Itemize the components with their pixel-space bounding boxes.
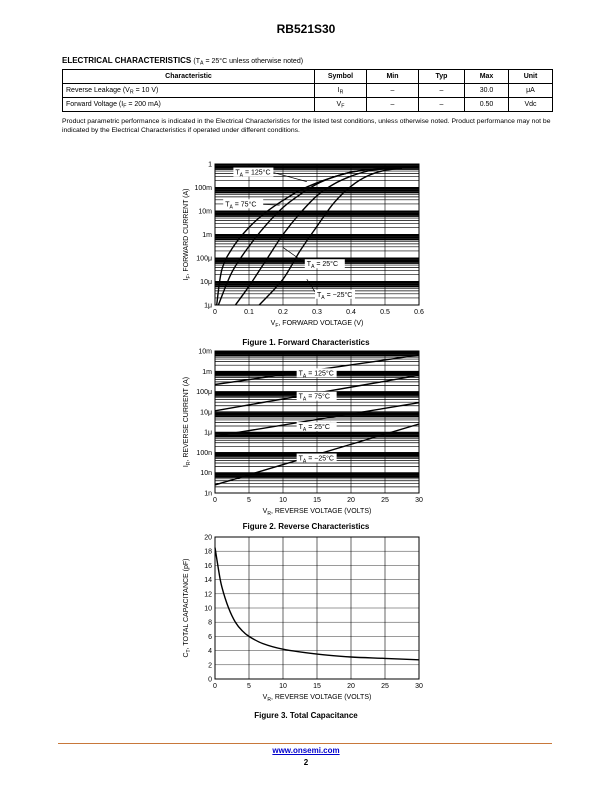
label-rest: , REVERSE VOLTAGE (VOLTS) <box>270 508 372 515</box>
figure-2-caption: Figure 2. Reverse Characteristics <box>242 522 370 531</box>
label-sub: A <box>302 373 307 380</box>
x-tick-label: 0 <box>213 497 217 504</box>
unit-cell: Vdc <box>509 98 553 112</box>
label-main: V <box>270 320 276 327</box>
x-tick-label: 20 <box>347 683 355 690</box>
label-main: T <box>298 370 303 378</box>
label-rest: = 75°C <box>232 201 257 209</box>
label-rest: = −25°C <box>306 455 334 463</box>
section-condition: ($T_A = 25^\circ C$ unless otherwise noted) <box>193 58 304 67</box>
y-tick-label: 1μ <box>204 429 212 437</box>
y-tick-label: 1m <box>202 368 212 376</box>
col-header: Min <box>367 70 419 84</box>
label-rest: = −25°C <box>324 291 353 299</box>
label-sub: T <box>186 649 192 653</box>
x-tick-label: 0.1 <box>244 309 254 316</box>
y-tick-label: 10μ <box>200 279 212 286</box>
label-main: V <box>262 508 268 515</box>
y-tick-label: 100μ <box>196 255 212 263</box>
col-header: Characteristic <box>63 70 315 84</box>
x-tick-label: 30 <box>415 683 423 690</box>
label-main: I <box>183 465 190 468</box>
y-tick-label: 1m <box>202 232 212 239</box>
page-header-part-number: RB521S30 <box>276 22 336 36</box>
label-sub: A <box>239 172 244 179</box>
y-axis-label <box>183 189 192 281</box>
symbol-cell: $V_F$ <box>315 98 367 112</box>
label-main: C <box>183 652 190 658</box>
max-cell: 0.50 <box>465 98 509 112</box>
characteristic-cell: Forward Voltage ($I_F = 200$ mA) <box>63 98 315 112</box>
label-sub: A <box>302 427 307 434</box>
y-tick-label: 100n <box>196 449 212 457</box>
col-header: Typ <box>419 70 465 84</box>
x-tick-label: 15 <box>313 497 321 504</box>
label-main: T <box>225 201 230 209</box>
label-rest: = 125°C <box>306 370 334 378</box>
label-sub: A <box>311 264 315 271</box>
x-tick-label: 0.4 <box>346 309 356 316</box>
y-tick-label: 20 <box>204 534 212 542</box>
y-tick-label: 4 <box>208 648 212 656</box>
y-tick-label: 14 <box>204 577 212 585</box>
x-tick-label: 25 <box>381 683 389 690</box>
y-tick-label: 6 <box>208 633 212 641</box>
label-main: T <box>298 393 303 401</box>
forward-characteristics-chart <box>183 162 424 330</box>
total-capacitance-chart <box>183 535 423 704</box>
col-header: Max <box>465 70 509 84</box>
label-rest: = 75°C <box>306 393 330 401</box>
x-tick-label: 20 <box>347 497 355 504</box>
label-sub: R <box>186 461 192 466</box>
figure-3-caption: Figure 3. Total Capacitance <box>254 711 358 720</box>
label-sub: A <box>229 204 233 211</box>
label-sub: R <box>267 697 271 703</box>
label-rest: , REVERSE VOLTAGE (VOLTS) <box>270 694 372 701</box>
label-rest: = 25°C <box>314 261 339 269</box>
label-main: T <box>235 169 240 177</box>
y-tick-label: 10 <box>204 605 212 613</box>
y-tick-label: 10μ <box>200 409 212 417</box>
label-sub: A <box>302 458 307 465</box>
label-rest: , FORWARD VOLTAGE (V) <box>278 320 364 327</box>
x-axis-label <box>271 320 364 329</box>
typ-cell: – <box>419 84 465 98</box>
label-rest: = 25°C <box>306 424 330 432</box>
label-sub: F <box>186 275 192 279</box>
label-main: T <box>298 455 303 463</box>
max-cell: 30.0 <box>465 84 509 98</box>
label-rest: , FORWARD CURRENT (A) <box>183 188 190 276</box>
x-tick-label: 15 <box>313 683 321 690</box>
y-tick-label: 16 <box>204 562 212 570</box>
reverse-characteristics-chart <box>183 349 423 518</box>
characteristic-cell: Reverse Leakage ($V_R = 10$ V) <box>63 84 315 98</box>
label-rest: = 125°C <box>243 169 271 177</box>
y-tick-label: 1μ <box>204 302 212 310</box>
y-tick-label: 10n <box>200 470 212 478</box>
figure-1-caption: Figure 1. Forward Characteristics <box>242 338 370 347</box>
min-cell: – <box>367 98 419 112</box>
y-tick-label: 2 <box>208 662 212 670</box>
x-tick-label: 0.5 <box>380 309 390 316</box>
y-axis-label <box>183 377 192 467</box>
label-sub: F <box>275 323 279 329</box>
x-tick-label: 10 <box>279 497 287 504</box>
y-tick-label: 100m <box>194 185 212 192</box>
x-tick-label: 0.6 <box>414 309 424 316</box>
y-axis-label <box>183 558 192 657</box>
footer-divider <box>58 743 552 744</box>
label-rest: , REVERSE CURRENT (A) <box>183 376 190 462</box>
y-tick-label: 100μ <box>196 389 212 397</box>
label-rest: , TOTAL CAPACITANCE (pF) <box>183 558 190 650</box>
label-sub: A <box>302 396 307 403</box>
typ-cell: – <box>419 98 465 112</box>
performance-note: Product parametric performance is indicated in the Electrical Characteristics for the listed test conditions, unless otherwise noted. Product performance may not be indicated by the Electrical Characteristics if operated under different conditions. <box>62 118 551 134</box>
min-cell: – <box>367 84 419 98</box>
x-axis-label <box>263 694 372 703</box>
label-main: T <box>306 261 312 269</box>
y-tick-label: 18 <box>204 548 212 556</box>
x-tick-label: 25 <box>381 497 389 504</box>
y-tick-label: 1 <box>208 161 212 169</box>
unit-cell: μA <box>509 84 553 98</box>
label-main: T <box>298 424 303 432</box>
x-tick-label: 0.2 <box>278 309 288 316</box>
y-tick-label: 12 <box>204 591 212 599</box>
y-tick-label: 8 <box>208 619 212 627</box>
y-tick-label: 10m <box>198 208 212 216</box>
x-tick-label: 5 <box>247 497 251 504</box>
website-link[interactable]: www.onsemi.com <box>272 746 340 755</box>
label-main: V <box>262 694 268 701</box>
x-tick-label: 0.3 <box>312 309 322 316</box>
label-sub: R <box>267 511 271 517</box>
x-axis-label <box>263 508 372 517</box>
col-header: Unit <box>509 70 553 84</box>
y-tick-label: 1n <box>204 490 212 498</box>
col-header: Symbol <box>315 70 367 84</box>
page-number: 2 <box>303 758 309 767</box>
section-title-text: ELECTRICAL CHARACTERISTICS <box>62 56 192 65</box>
symbol-cell: $I_R$ <box>315 84 367 98</box>
y-tick-label: 10m <box>198 348 212 356</box>
label-main: T <box>317 291 322 299</box>
x-tick-label: 30 <box>415 497 423 504</box>
x-tick-label: 10 <box>279 683 287 690</box>
label-sub: A <box>321 294 325 301</box>
y-tick-label: 0 <box>208 676 212 684</box>
x-tick-label: 5 <box>247 683 251 690</box>
label-main: I <box>183 278 190 281</box>
x-tick-label: 0 <box>213 309 217 316</box>
x-tick-label: 0 <box>213 683 217 690</box>
